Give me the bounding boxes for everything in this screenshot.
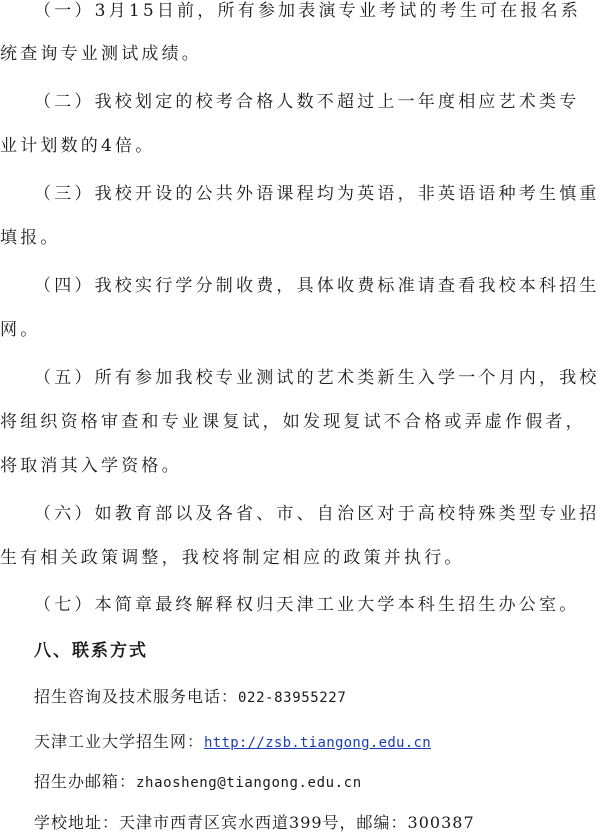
item-3-line-2: 填报。 — [0, 228, 61, 248]
contact-address — [0, 812, 600, 834]
item-4-line-2: 网。 — [0, 320, 41, 340]
item-2-line-1: （二）我校划定的校考合格人数不超过上一年度相应艺术类专 — [34, 92, 580, 112]
item-6-line-2: 生有相关政策调整，我校将制定相应的政策并执行。 — [0, 548, 465, 568]
item-5-line-2: 将组织资格审查和专业课复试，如发现复试不合格或弄虚作假者， — [0, 412, 586, 432]
phone-label: 招生咨询及技术服务电话： — [34, 687, 239, 706]
item-5-line-3: 将取消其入学资格。 — [0, 456, 182, 476]
item-5-line-1: （五）所有参加我校专业测试的艺术类新生入学一个月内，我校 — [34, 368, 600, 388]
contact-phone — [0, 686, 600, 709]
item-6-line-1: （六）如教育部以及各省、市、自治区对于高校特殊类型专业招 — [34, 504, 600, 524]
website-label: 天津工业大学招生网： — [34, 732, 205, 751]
contact-email — [0, 771, 600, 794]
item-2-line-2: 业计划数的4倍。 — [0, 136, 156, 156]
phone-value: 022-83955227 — [238, 690, 347, 706]
email-value: zhaosheng@tiangong.edu.cn — [136, 775, 362, 791]
item-1-line-1: （一）3月15日前，所有参加表演专业考试的考生可在报名系 — [34, 1, 582, 21]
address-value: 天津市西青区宾水西道399号，邮编：300387 — [119, 813, 475, 832]
contact-heading: 八、联系方式 — [34, 641, 148, 661]
contact-website — [0, 731, 600, 754]
website-link[interactable]: http://zsb.tiangong.edu.cn — [204, 735, 431, 751]
item-1-line-2: 统查询专业测试成绩。 — [0, 44, 202, 64]
address-label: 学校地址： — [34, 813, 120, 832]
item-3-line-1: （三）我校开设的公共外语课程均为英语，非英语语种考生慎重 — [34, 184, 600, 204]
item-4-line-1: （四）我校实行学分制收费，具体收费标准请查看我校本科招生 — [34, 276, 600, 296]
item-7-line-1: （七）本简章最终解释权归天津工业大学本科生招生办公室。 — [34, 595, 580, 615]
email-label: 招生办邮箱： — [34, 772, 137, 791]
